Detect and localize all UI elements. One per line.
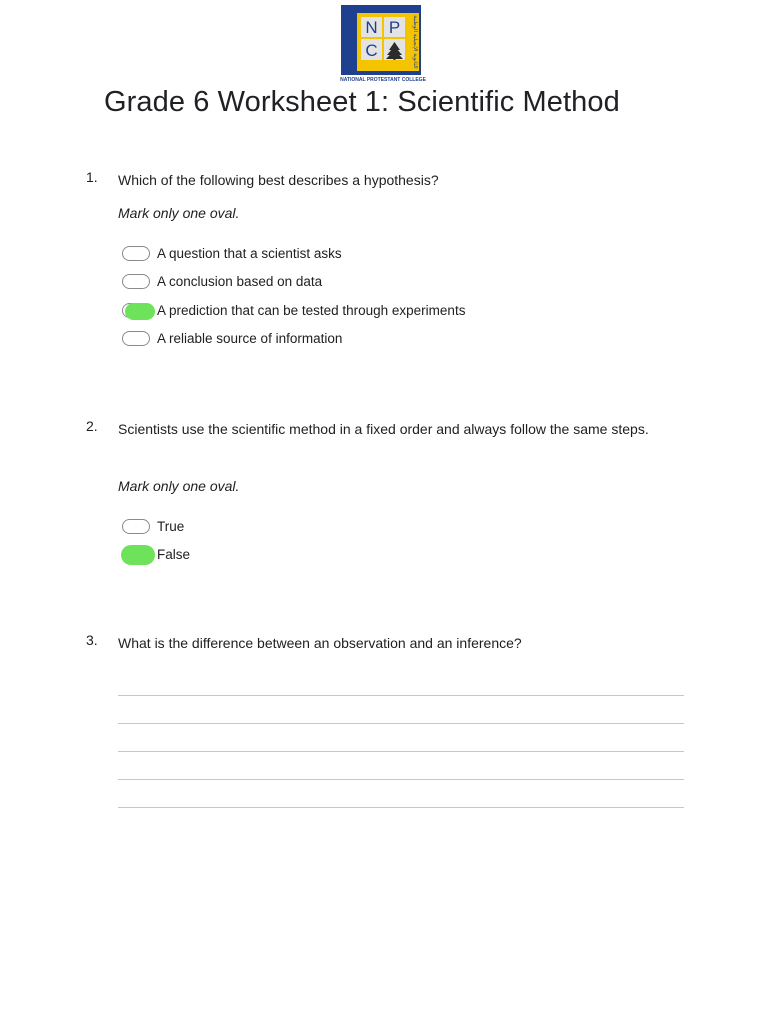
question-text: Which of the following best describes a hypothesis? [118, 172, 439, 188]
option-label: False [157, 546, 191, 562]
instruction-hint: Mark only one oval. [118, 205, 240, 221]
logo-letter-n: N [365, 18, 378, 37]
logo-caption: NATIONAL PROTESTANT COLLEGE [340, 77, 426, 83]
oval-radio[interactable] [122, 274, 150, 289]
question-text: What is the difference between an observation and an inference? [118, 635, 522, 651]
option-conclusion[interactable] [122, 271, 322, 291]
option-true[interactable] [122, 516, 184, 536]
logo-letter-c: C [365, 41, 378, 60]
npc-logo-icon [339, 5, 429, 83]
option-label: A reliable source of information [157, 330, 343, 346]
option-label: True [157, 518, 185, 534]
answer-line[interactable] [118, 807, 684, 808]
instruction-hint: Mark only one oval. [118, 478, 240, 494]
answer-line[interactable] [118, 779, 684, 780]
oval-radio-selected[interactable] [122, 303, 150, 318]
oval-radio[interactable] [122, 331, 150, 346]
school-logo [339, 5, 429, 83]
oval-radio[interactable] [122, 519, 150, 534]
question-number: 3. [86, 632, 98, 648]
option-reliable-source[interactable] [122, 328, 342, 348]
answer-line[interactable] [118, 751, 684, 752]
question-number: 1. [86, 169, 98, 185]
question-text: Scientists use the scientific method in a fixed order and always follow the same steps. [118, 421, 649, 437]
option-label: A conclusion based on data [157, 273, 323, 289]
question-number: 2. [86, 418, 98, 434]
answer-line[interactable] [118, 723, 684, 724]
answer-line[interactable] [118, 695, 684, 696]
option-false[interactable] [122, 544, 190, 564]
option-question-asks[interactable] [122, 243, 342, 263]
option-label: A prediction that can be tested through experiments [157, 302, 466, 318]
oval-radio[interactable] [122, 246, 150, 261]
logo-letter-p: P [388, 18, 401, 37]
option-prediction[interactable] [122, 300, 465, 320]
page-title: Grade 6 Worksheet 1: Scientific Method [104, 86, 620, 118]
option-label: A question that a scientist asks [157, 245, 342, 261]
logo-arabic-text: الثانوية الإنجيلية الوطنية [412, 15, 418, 69]
oval-radio-selected[interactable] [122, 547, 150, 562]
